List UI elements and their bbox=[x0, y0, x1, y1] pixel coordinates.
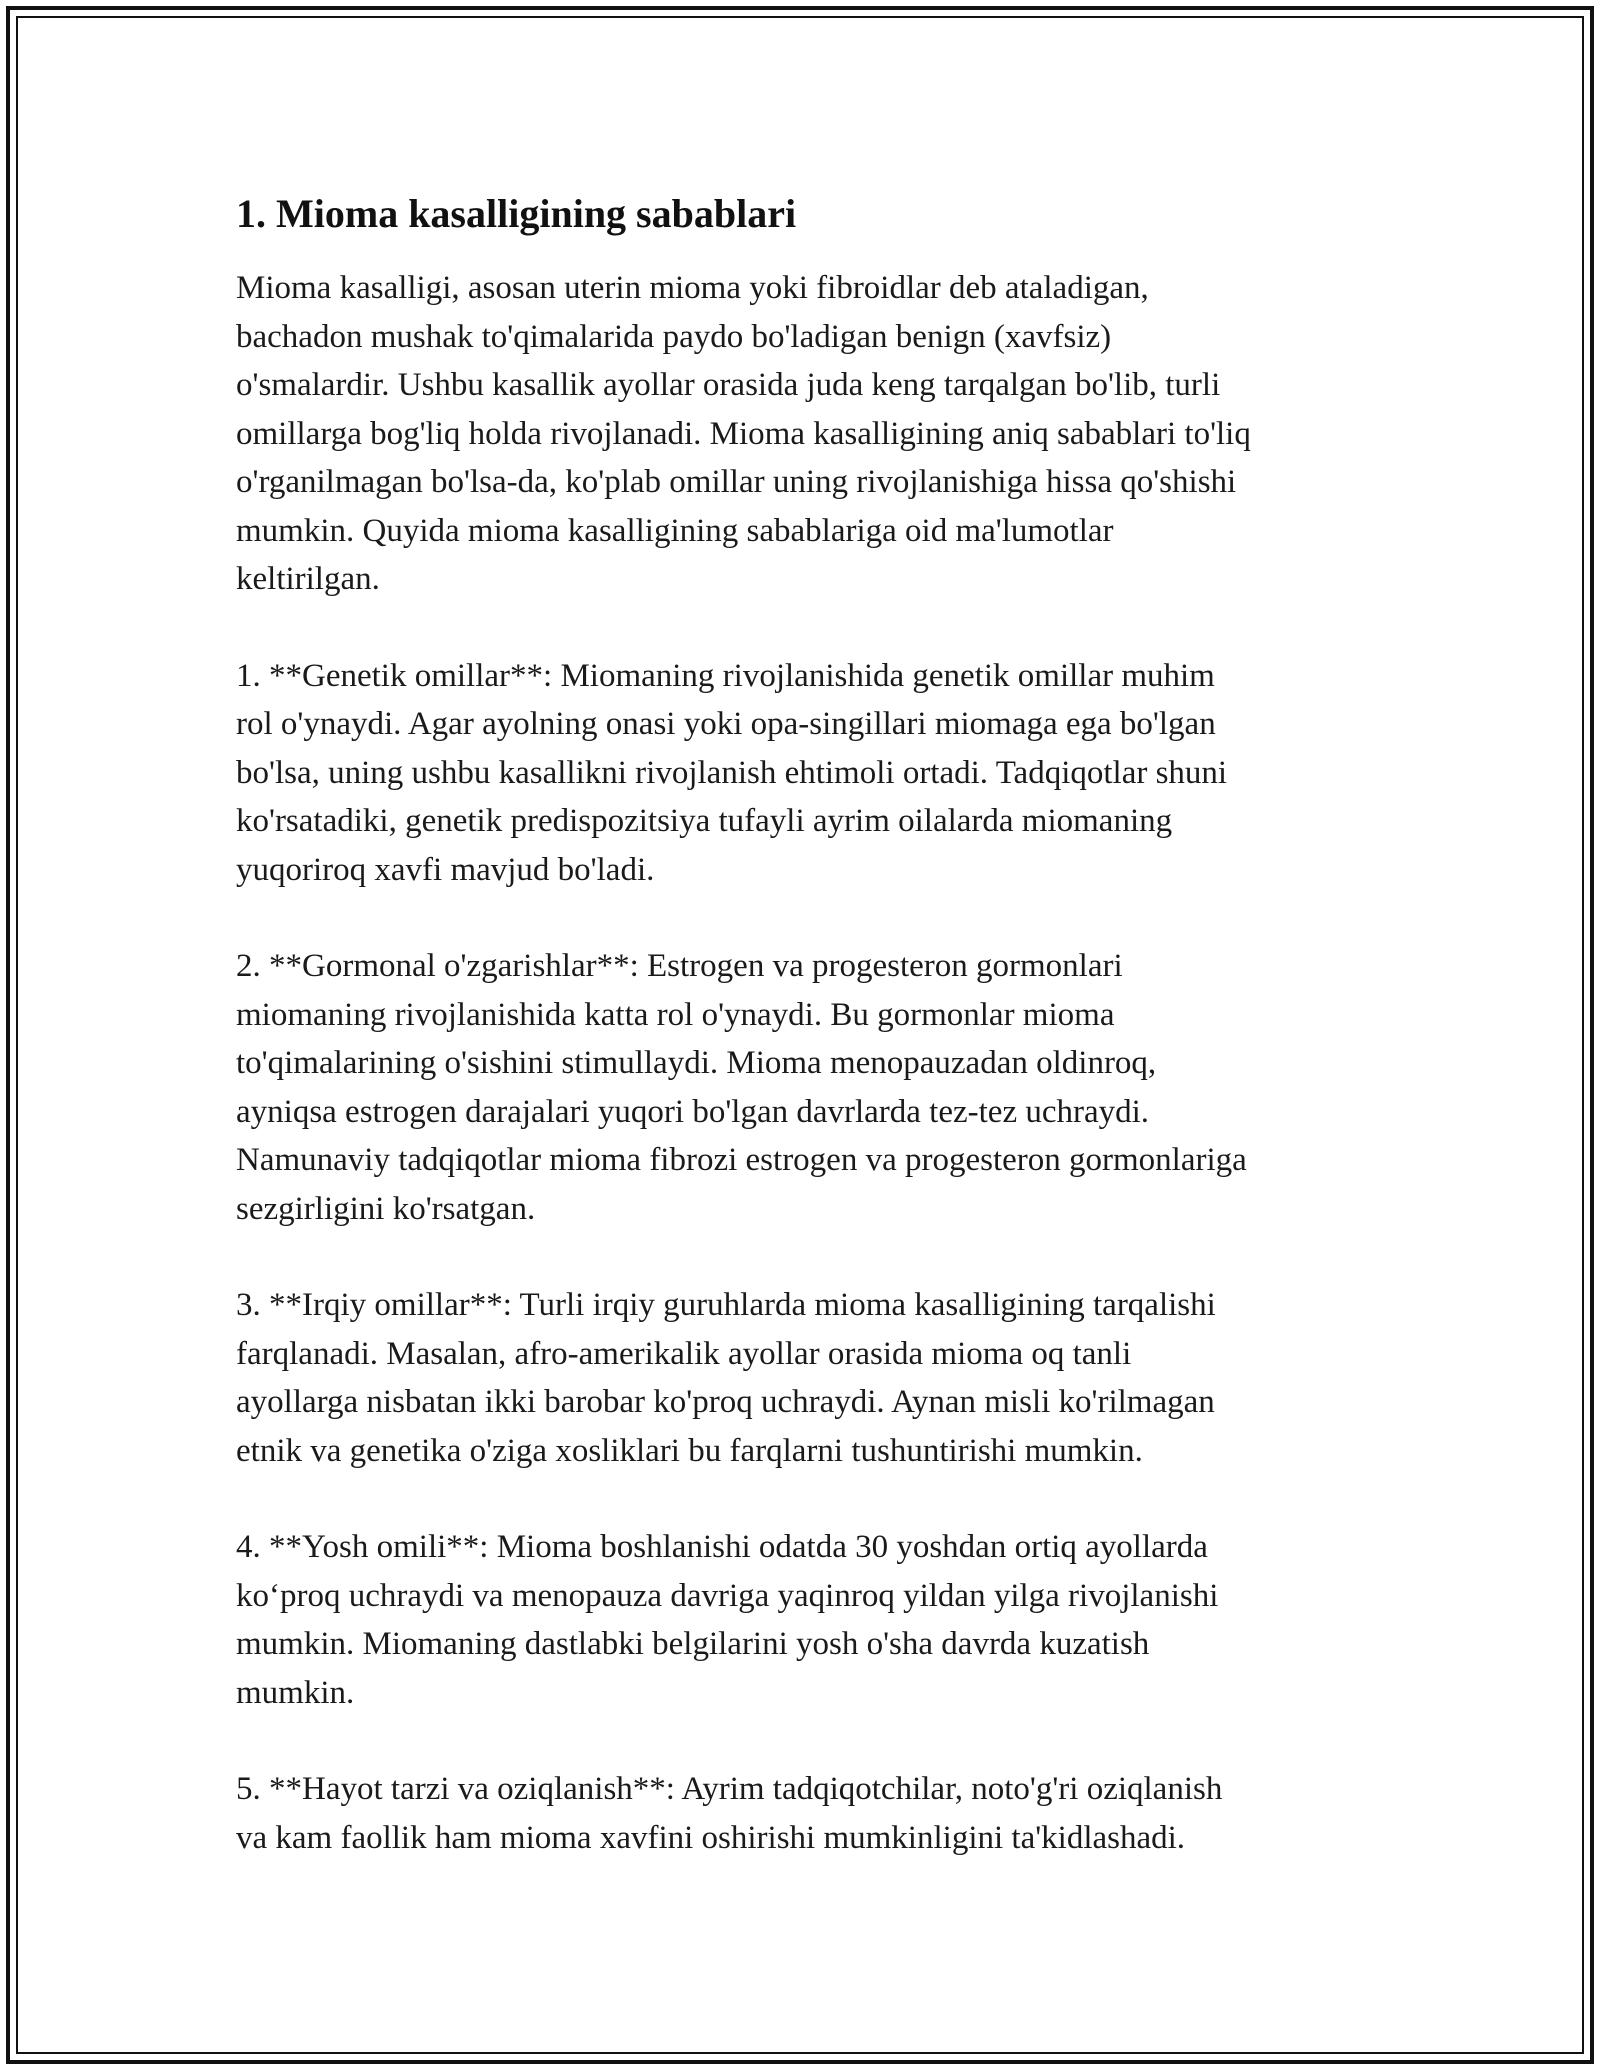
paragraph-racial-factors: 3. **Irqiy omillar**: Turli irqiy guruhlarda mioma kasalligining tarqalishi farqlanadi. Masalan, afro-amerikalik ayollar orasida mioma oq tanli ayollarga nisbatan ikki barobar ko'proq uchraydi. Aynan misli ko'rilmagan etnik va genetika o'ziga xosliklari bu farqlarni tushuntirishi mumkin. bbox=[236, 1287, 1216, 1469]
paragraph-genetic-factors: 1. **Genetik omillar**: Miomaning rivojlanishida genetik omillar muhim rol o'ynaydi. Agar ayolning onasi yoki opa-singillari miomaga ega bo'lgan bo'lsa, uning ushbu kasallikni rivojlanish ehtimoli ortadi. Tadqiqotlar shuni ko'rsatadiki, genetik predispozitsiya tufayli ayrim oilalarda miomaning yuqoriroq xavfi mavjud bo'ladi. bbox=[236, 657, 1228, 888]
intro-paragraph: Mioma kasalligi, asosan uterin mioma yoki fibroidlar deb ataladigan, bachadon mushak to'qimalarida paydo bo'ladigan benign (xavfsiz) o'smalardir. Ushbu kasallik ayollar orasida juda keng tarqalgan bo'lib, turli omillarga bog'liq holda rivojlanadi. Mioma kasalligining aniq sabablari to'liq o'rganilmagan bo'lsa-da, ko'plab omillar uning rivojlanishiga hissa qo'shishi mumkin. Quyida mioma kasalligining sabablariga oid ma'lumotlar keltirilgan. bbox=[236, 270, 1251, 597]
section-heading: 1. Mioma kasalligining sabablari bbox=[236, 191, 797, 236]
paragraph-lifestyle-nutrition: 5. **Hayot tarzi va oziqlanish**: Ayrim tadqiqotchilar, noto'g'ri oziqlanish va kam faollik ham mioma xavfini oshirishi mumkinligini ta'kidlashadi. bbox=[236, 1771, 1223, 1856]
paragraph-hormonal-changes: 2. **Gormonal o'zgarishlar**: Estrogen va progesteron gormonlari miomaning rivojlanishida katta rol o'ynaydi. Bu gormonlar mioma to'qimalarining o'sishini stimullaydi. Mioma menopauzadan oldinroq, ayniqsa estrogen darajalari yuqori bo'lgan davrlarda tez-tez uchraydi. Namunaviy tadqiqotlar mioma fibrozi estrogen va progesteron gormonlariga sezgirligini ko'rsatgan. bbox=[236, 948, 1247, 1227]
paragraph-age-factor: 4. **Yosh omili**: Mioma boshlanishi odatda 30 yoshdan ortiq ayollarda ko‘proq uchraydi va menopauza davriga yaqinroq yildan yilga rivojlanishi mumkin. Miomaning dastlabki belgilarini yosh o'sha davrda kuzatish mumkin. bbox=[236, 1529, 1219, 1711]
document-body bbox=[236, 186, 1366, 1910]
